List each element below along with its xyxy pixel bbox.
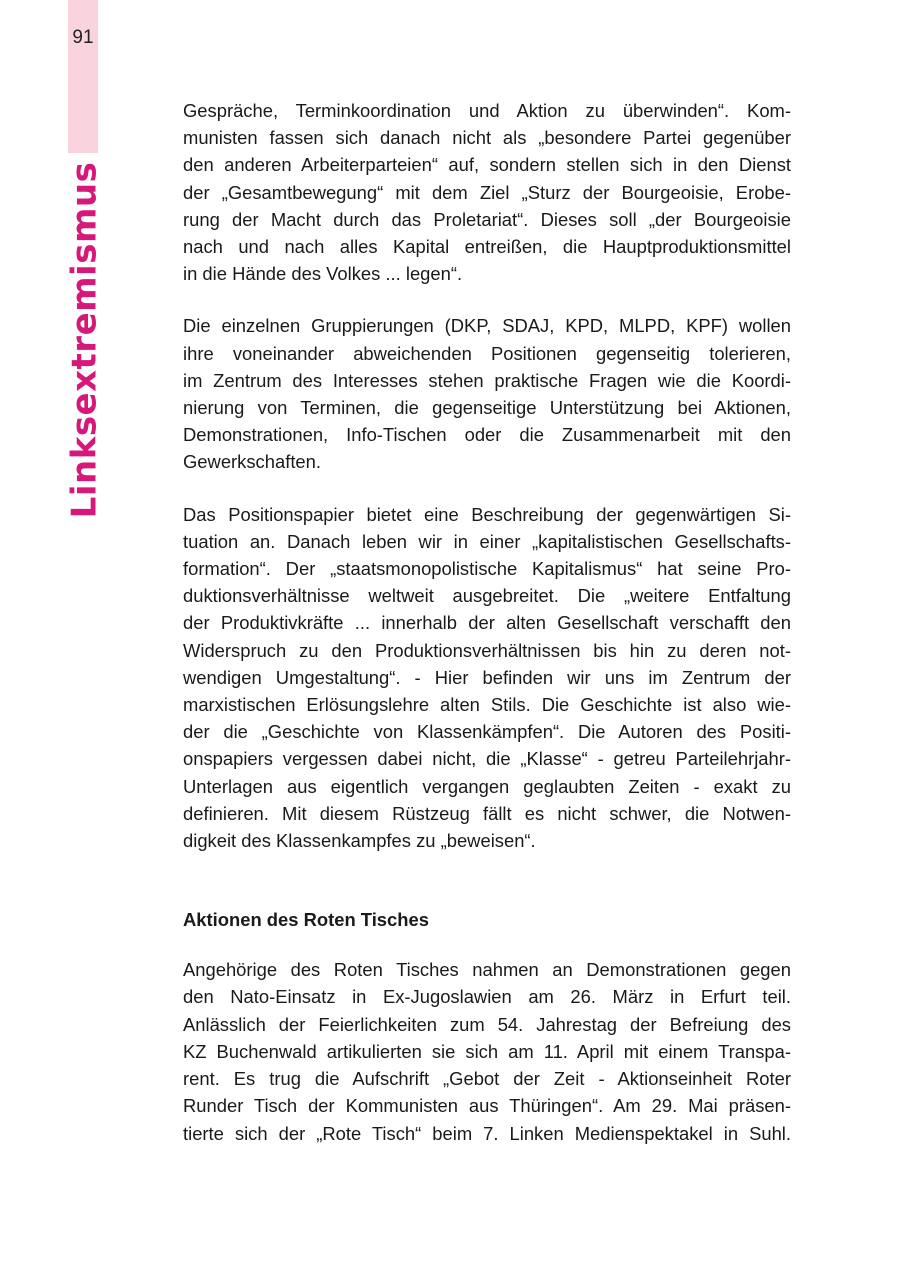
section-label-text: Linksextremismus	[64, 161, 105, 519]
text-line: den anderen Arbeiterparteien“ auf, sondern stellen sich in den Dienst	[183, 154, 791, 176]
text-line: formation“. Der „staatsmonopolistische Kapitalismus“ hat seine Pro-	[183, 558, 791, 580]
text-line: tuation an. Danach leben wir in einer „kapitalistischen Gesellschafts-	[183, 530, 791, 552]
section-label	[62, 161, 106, 519]
text-line: Angehörige des Roten Tisches nahmen an Demonstrationen gegen	[183, 959, 791, 981]
text-line: wendigen Umgestaltung“. - Hier befinden wir uns im Zentrum der	[183, 666, 791, 688]
page-number: 91	[72, 27, 94, 48]
text-line: rent. Es trug die Aufschrift „Gebot der Zeit - Aktionseinheit Roter	[183, 1068, 791, 1090]
text-line: onspapiers vergessen dabei nicht, die „Klasse“ - getreu Parteilehrjahr-	[183, 748, 791, 770]
text-line: duktionsverhältnisse weltweit ausgebreitet. Die „weitere Entfaltung	[183, 585, 791, 607]
paragraph-2	[183, 312, 791, 475]
text-line: Gewerkschaften.	[183, 451, 321, 473]
text-line: Das Positionspapier bietet eine Beschreibung der gegenwärtigen Si-	[183, 503, 791, 525]
text-line: rung der Macht durch das Proletariat“. Dieses soll „der Bourgeoisie	[183, 208, 791, 230]
text-line: nach und nach alles Kapital entreißen, die Hauptproduktionsmittel	[183, 236, 791, 258]
text-line: im Zentrum des Interesses stehen praktische Fragen wie die Koordi-	[183, 369, 791, 391]
text-line: Anlässlich der Feierlichkeiten zum 54. Jahrestag der Befreiung des	[183, 1013, 791, 1035]
text-line: Demonstrationen, Info-Tischen oder die Zusammenarbeit mit den	[183, 424, 791, 446]
text-line: digkeit des Klassenkampfes zu „beweisen“.	[183, 830, 536, 852]
text-line: Die einzelnen Gruppierungen (DKP, SDAJ, KPD, MLPD, KPF) wollen	[183, 315, 791, 337]
side-color-band	[68, 0, 98, 153]
text-line: der die „Geschichte von Klassenkämpfen“. Die Autoren des Positi-	[183, 721, 791, 743]
text-line: marxistischen Erlösungslehre alten Stils. Die Geschichte ist also wie-	[183, 694, 791, 716]
text-line: Unterlagen aus eigentlich vergangen geglaubten Zeiten - exakt zu	[183, 775, 791, 797]
text-line: der „Gesamtbewegung“ mit dem Ziel „Sturz der Bourgeoisie, Erobe-	[183, 181, 791, 203]
text-line: der Produktivkräfte ... innerhalb der alten Gesellschaft verschafft den	[183, 612, 791, 634]
page-content	[183, 97, 791, 1147]
text-line: Widerspruch zu den Produktionsverhältnissen bis hin zu deren not-	[183, 639, 791, 661]
paragraph-1	[183, 97, 791, 287]
text-line: Gespräche, Terminkoordination und Aktion zu überwinden“. Kom-	[183, 100, 791, 121]
text-line: definieren. Mit diesem Rüstzeug fällt es nicht schwer, die Notwen-	[183, 802, 791, 824]
text-line: ihre voneinander abweichenden Positionen gegenseitig tolerieren,	[183, 342, 791, 364]
text-line: KZ Buchenwald artikulierten sie sich am 11. April mit einem Transpa-	[183, 1040, 791, 1062]
paragraph-4	[183, 956, 791, 1146]
text-line: in die Hände des Volkes ... legen“.	[183, 263, 463, 285]
text-line: den Nato-Einsatz in Ex-Jugoslawien am 26. März in Erfurt teil.	[183, 986, 791, 1008]
text-line: tierte sich der „Rote Tisch“ beim 7. Linken Medienspektakel in Suhl.	[183, 1122, 791, 1144]
paragraph-3	[183, 501, 791, 855]
section-heading: Aktionen des Roten Tisches	[183, 909, 429, 931]
text-line: Runder Tisch der Kommunisten aus Thüringen“. Am 29. Mai präsen-	[183, 1095, 791, 1117]
text-line: munisten fassen sich danach nicht als „besondere Partei gegenüber	[183, 127, 791, 149]
text-line: nierung von Terminen, die gegenseitige Unterstützung bei Aktionen,	[183, 397, 791, 419]
